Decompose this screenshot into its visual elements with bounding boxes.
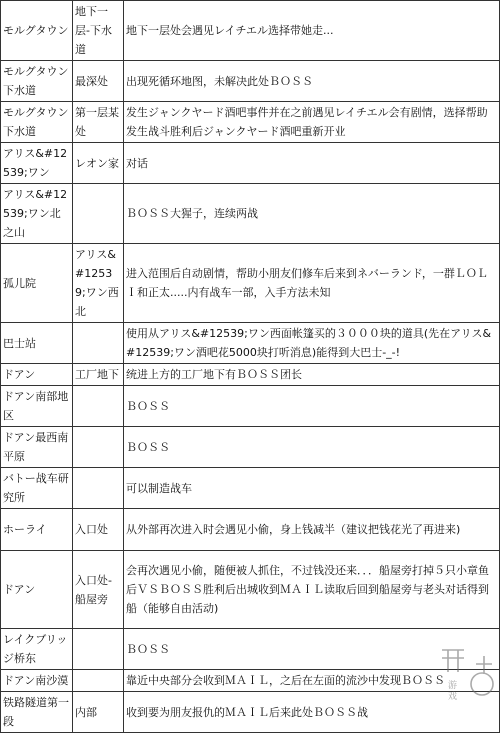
area-cell: 工厂地下 bbox=[73, 364, 124, 386]
location-cell: ドアン bbox=[1, 551, 73, 629]
table-row bbox=[1, 551, 500, 629]
location-cell: アリス&#12539;ワン bbox=[1, 143, 73, 184]
location-cell: ホーライ bbox=[1, 509, 73, 551]
note-cell: 统进上方的工厂地下有ＢＯＳＳ团长 bbox=[124, 364, 500, 386]
table-row bbox=[1, 509, 500, 551]
note-cell: 对话 bbox=[124, 143, 500, 184]
note-cell: 会再次遇见小偷，随便被人抓住，不过钱没还来．．．船屋旁打掉５只小章鱼后ＶＳＢＯＳＳ胜利后出城收到ＭＡＩＬ读取后回到船屋旁与老头对话得到船（能够自由活动) bbox=[124, 551, 500, 629]
area-cell bbox=[73, 468, 124, 509]
note-cell: 收到要为朋友报仇的ＭＡＩＬ后来此处ＢＯＳＳ战 bbox=[124, 692, 500, 733]
note-cell: ＢＯＳＳ bbox=[124, 427, 500, 468]
note-cell: ＢＯＳＳ bbox=[124, 386, 500, 427]
location-cell: モルグタウン下水道 bbox=[1, 102, 73, 143]
table-row bbox=[1, 143, 500, 184]
location-cell: ドアン南沙漠 bbox=[1, 670, 73, 692]
area-cell: 入口处-船屋旁 bbox=[73, 551, 124, 629]
note-cell: 使用从アリス&#12539;ワン西面帐篷买的３０００块的道具(先在アリス&#12539;ワン酒吧花5000块打听消息)能得到大巴士-_-! bbox=[124, 323, 500, 364]
note-cell: 发生ジャンクヤード酒吧事件并在之前遇见レイチエル会有剧情，选择帮助发生战斗胜利后ジャンクヤード酒吧重新开业 bbox=[124, 102, 500, 143]
note-cell: 地下一层处会遇见レイチエル选择带她走... bbox=[124, 1, 500, 61]
location-cell: ドアン bbox=[1, 364, 73, 386]
location-cell: モルグタウン bbox=[1, 1, 73, 61]
table-row bbox=[1, 468, 500, 509]
table-row bbox=[1, 184, 500, 244]
location-cell: モルグタウン下水道 bbox=[1, 61, 73, 102]
area-cell bbox=[73, 184, 124, 244]
table-row bbox=[1, 386, 500, 427]
area-cell bbox=[73, 386, 124, 427]
table-row bbox=[1, 629, 500, 670]
note-cell: ＢＯＳＳ大猩子，连续两战 bbox=[124, 184, 500, 244]
area-cell: 内部 bbox=[73, 692, 124, 733]
table-row bbox=[1, 670, 500, 692]
table-row bbox=[1, 323, 500, 364]
note-cell: 进入范围后自动剧情，帮助小朋友们修车后来到ネバーランド，一群ＬＯＬＩ和正太.....内有战车一部，入手方法未知 bbox=[124, 244, 500, 323]
area-cell: 入口处 bbox=[73, 509, 124, 551]
area-cell bbox=[73, 670, 124, 692]
note-cell: 出现死循环地图，未解决此处ＢＯＳＳ bbox=[124, 61, 500, 102]
table-row bbox=[1, 427, 500, 468]
area-cell: 第一层某处 bbox=[73, 102, 124, 143]
watermark-char: 戏 bbox=[448, 692, 458, 702]
area-cell bbox=[73, 323, 124, 364]
area-cell: レオン家 bbox=[73, 143, 124, 184]
note-cell: 从外部再次进入时会遇见小偷，身上钱减半（建议把钱花光了再进来) bbox=[124, 509, 500, 551]
location-cell: 铁路隧道第一段 bbox=[1, 692, 73, 733]
table-row bbox=[1, 364, 500, 386]
area-cell bbox=[73, 629, 124, 670]
note-cell: 靠近中央部分会收到ＭＡＩＬ，之后在左面的流沙中发现ＢＯＳＳ bbox=[124, 670, 500, 692]
location-cell: アリス&#12539;ワン北之山 bbox=[1, 184, 73, 244]
area-cell bbox=[73, 427, 124, 468]
location-cell: 巴士站 bbox=[1, 323, 73, 364]
location-cell: バトー战车研究所 bbox=[1, 468, 73, 509]
location-cell: ドアン最西南平原 bbox=[1, 427, 73, 468]
table-row bbox=[1, 61, 500, 102]
area-cell: アリス&#12539;ワン西北 bbox=[73, 244, 124, 323]
table-row bbox=[1, 244, 500, 323]
table-row bbox=[1, 1, 500, 61]
location-cell: ドアン南部地区 bbox=[1, 386, 73, 427]
table-row bbox=[1, 102, 500, 143]
table-row bbox=[1, 692, 500, 733]
note-cell: ＢＯＳＳ bbox=[124, 629, 500, 670]
area-cell: 最深处 bbox=[73, 61, 124, 102]
location-cell: 孤儿院 bbox=[1, 244, 73, 323]
area-cell: 地下一层-下水道 bbox=[73, 1, 124, 61]
location-cell: レイクブリッジ桥东 bbox=[1, 629, 73, 670]
watermark-char: 游 bbox=[448, 681, 458, 691]
watermark-logo bbox=[438, 644, 496, 702]
note-cell: 可以制造战车 bbox=[124, 468, 500, 509]
